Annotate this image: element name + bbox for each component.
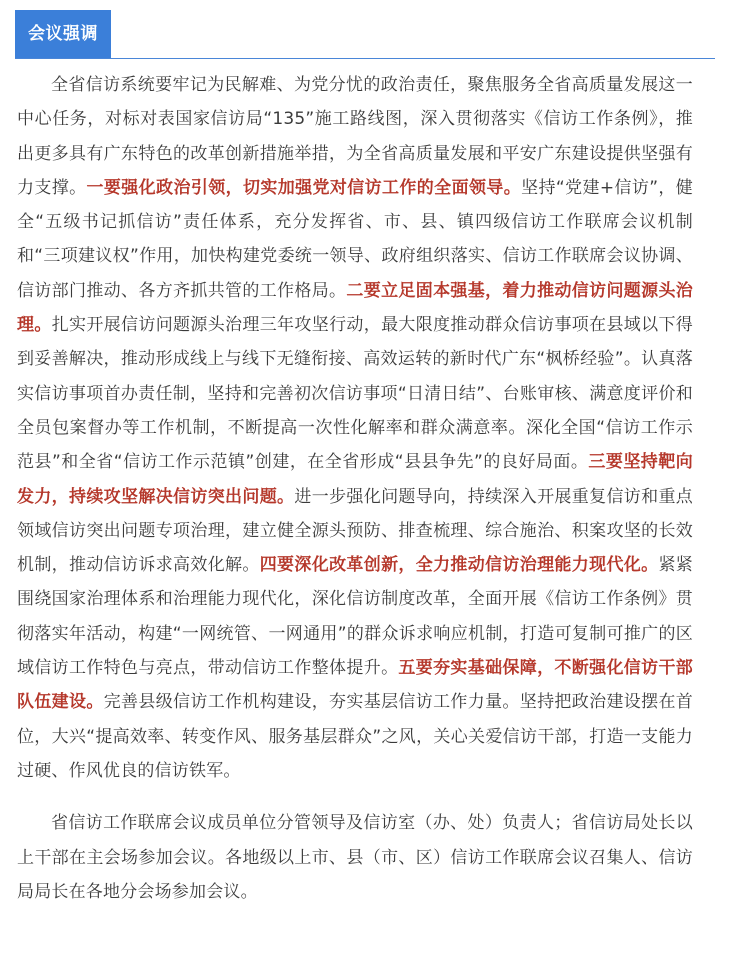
key-point-2-text: 扎实开展信访问题源头治理三年攻坚行动，最大限度推动群众信访事项在县域以下得到妥善解决，推动形成线上与线下无缝衔接、高效运转的新时代广东“枫桥经验”。认真落实信访事项首办责任制，坚持和完善初次信访事项“日清日结”、台账审核、满意度评价和全员包案督办等工作机制，不断提高一次性化解率和群众满意率。深化全国“信访工作示范县”和全省“信访工作示范镇”创建，在全省形成“县县争先”的良好局面。	[17, 315, 694, 473]
paragraph-main	[17, 68, 693, 788]
key-point-5-text: 完善县级信访工作机构建设，夯实基层信访工作力量。坚持把政治建设摆在首位，大兴“提高效率、转变作风、服务基层群众”之风，关心关爱信访干部，打造一支能力过硬、作风优良的信访铁军。	[17, 692, 693, 781]
key-point-5: 五要夯实基础保障，不断强化信访干部队伍建设。	[17, 658, 693, 713]
article-body	[17, 68, 693, 909]
paragraph-intro: 全省信访系统要牢记为民解难、为党分忧的政治责任，聚焦服务全省高质量发展这一中心任务，对标对表国家信访局“135”施工路线图，深入贯彻落实《信访工作条例》，推出更多具有广东特色的改革创新措施举措，为全省高质量发展和平安广东建设提供坚强有力支撑。	[17, 75, 693, 198]
key-point-1: 一要强化政治引领，切实加强党对信访工作的全面领导。	[86, 177, 522, 198]
key-point-4: 四要深化改革创新，全力推动信访治理能力现代化。	[259, 555, 659, 576]
key-point-4-text: 紧紧围绕国家治理体系和治理能力现代化，深化信访制度改革，全面开展《信访工作条例》贯彻落实年活动，构建“一网统管、一网通用”的群众诉求响应机制，打造可复制可推广的区域信访工作特色与亮点，带动信访工作整体提升。	[17, 555, 693, 679]
key-point-3-text: 进一步强化问题导向，持续深入开展重复信访和重点领域信访突出问题专项治理，建立健全源头预防、排查梳理、综合施治、积案攻坚的长效机制，推动信访诉求高效化解。	[17, 486, 693, 576]
key-point-3: 三要坚持靶向发力，持续攻坚解决信访突出问题。	[17, 452, 693, 507]
paragraph-attendance: 省信访工作联席会议成员单位分管领导及信访室（办、处）负责人；省信访局处长以上干部在主会场参加会议。各地级以上市、县（市、区）信访工作联席会议召集人、信访局局长在各地分会场参加会议。	[17, 813, 693, 902]
section-title: 会议强调	[15, 10, 111, 58]
key-point-2: 二要立足固本强基，着力推动信访问题源头治理。	[17, 280, 693, 336]
section-header	[15, 10, 715, 59]
key-point-1-text: 坚持“党建+信访”，健全“五级书记抓信访”责任体系，充分发挥省、市、县、镇四级信访工作联席会议机制和“三项建议权”作用，加快构建党委统一领导、政府组织落实、信访工作联席会议协调、信访部门推动、各方齐抓共管的工作格局。	[17, 177, 693, 301]
